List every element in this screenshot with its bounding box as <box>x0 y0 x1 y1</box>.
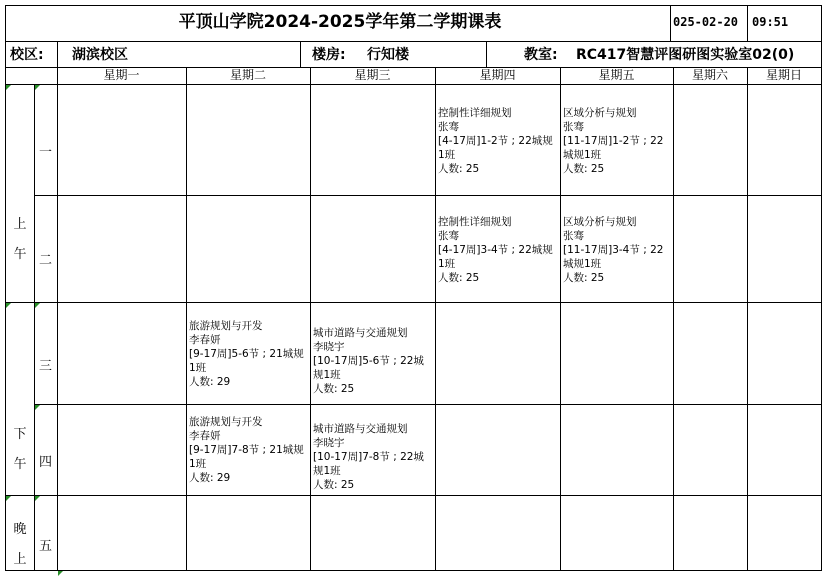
period-morning: 上 午 <box>13 217 27 262</box>
course-name: 区域分析与规划 <box>563 107 637 119</box>
cell-corner-marker <box>6 85 11 90</box>
course-detail: [4-17周]1-2节 ; 22城规1班 <box>438 135 553 161</box>
course-cell-thu-1[interactable] <box>436 106 560 194</box>
course-cell-wed-4[interactable] <box>311 422 435 495</box>
grid-line <box>670 5 671 41</box>
page-title: 平顶山学院2024-2025学年第二学期课表 <box>178 12 502 32</box>
course-teacher: 张骞 <box>438 121 459 133</box>
campus-value: 湖滨校区 <box>72 47 128 63</box>
grid-line <box>821 5 822 571</box>
course-count: 人数: 25 <box>438 272 480 284</box>
grid-line <box>5 570 822 571</box>
grid-line <box>310 67 311 571</box>
grid-line <box>486 41 487 67</box>
grid-line <box>5 302 822 303</box>
grid-line <box>5 5 822 6</box>
course-detail: [10-17周]5-6节 ; 22城规1班 <box>313 355 424 381</box>
campus-label: 校区: <box>10 47 44 63</box>
day-header-mon: 星期一 <box>103 68 140 82</box>
slot-5: 五 <box>38 539 52 554</box>
period-evening: 晚 上 <box>13 522 27 567</box>
course-name: 控制性详细规划 <box>438 216 512 228</box>
course-teacher: 李晓宇 <box>313 341 345 353</box>
slot-2: 二 <box>38 253 52 268</box>
course-teacher: 张骞 <box>438 230 459 242</box>
day-header-thu: 星期四 <box>479 68 516 82</box>
day-header-tue: 星期二 <box>229 68 266 82</box>
building-value: 行知楼 <box>367 47 409 63</box>
course-count: 人数: 29 <box>189 472 231 484</box>
course-cell-thu-2[interactable] <box>436 215 560 303</box>
grid-line <box>57 67 58 571</box>
course-detail: [9-17周]7-8节 ; 21城规1班 <box>189 444 304 470</box>
course-teacher: 张骞 <box>563 121 584 133</box>
course-detail: [10-17周]7-8节 ; 22城规1班 <box>313 451 424 477</box>
day-header-fri: 星期五 <box>598 68 635 82</box>
course-name: 城市道路与交通规划 <box>313 423 408 435</box>
print-date: 025-02-20 <box>673 15 739 29</box>
slot-3: 三 <box>38 359 52 374</box>
cell-corner-marker <box>6 303 11 308</box>
course-detail: [9-17周]5-6节 ; 21城规1班 <box>189 348 304 374</box>
course-detail: [11-17周]3-4节 ; 22城规1班 <box>563 244 664 270</box>
grid-line <box>673 67 674 571</box>
course-detail: [4-17周]3-4节 ; 22城规1班 <box>438 244 553 270</box>
grid-line <box>560 67 561 571</box>
grid-line <box>300 41 301 67</box>
course-cell-wed-3[interactable] <box>311 326 435 414</box>
grid-line <box>34 404 822 405</box>
course-count: 人数: 25 <box>438 163 480 175</box>
room-value: RC417智慧评图研图实验室02(0) <box>576 47 795 63</box>
cell-corner-marker <box>35 405 40 410</box>
course-count: 人数: 25 <box>313 479 355 491</box>
course-name: 旅游规划与开发 <box>189 416 263 428</box>
course-cell-fri-2[interactable] <box>561 215 673 303</box>
grid-line <box>435 67 436 571</box>
cell-corner-marker <box>35 496 40 501</box>
course-name: 区域分析与规划 <box>563 216 637 228</box>
course-name: 城市道路与交通规划 <box>313 327 408 339</box>
grid-line <box>5 41 822 42</box>
cell-corner-marker <box>35 85 40 90</box>
course-count: 人数: 25 <box>563 272 605 284</box>
course-name: 控制性详细规划 <box>438 107 512 119</box>
cell-corner-marker <box>35 303 40 308</box>
grid-line <box>5 495 822 496</box>
day-header-sun: 星期日 <box>765 68 802 82</box>
print-time: 09:51 <box>752 15 789 29</box>
room-label: 教室: <box>524 47 558 63</box>
course-teacher: 李春妍 <box>189 334 221 346</box>
course-cell-fri-1[interactable] <box>561 106 673 194</box>
slot-4: 四 <box>38 455 52 470</box>
course-detail: [11-17周]1-2节 ; 22城规1班 <box>563 135 664 161</box>
course-teacher: 李春妍 <box>189 430 221 442</box>
course-teacher: 张骞 <box>563 230 584 242</box>
grid-line <box>747 5 748 41</box>
slot-1: 一 <box>38 145 52 160</box>
grid-line <box>34 195 822 196</box>
course-count: 人数: 25 <box>313 383 355 395</box>
grid-line <box>186 67 187 571</box>
grid-line <box>57 41 58 67</box>
course-count: 人数: 25 <box>563 163 605 175</box>
course-teacher: 李晓宇 <box>313 437 345 449</box>
building-label: 楼房: <box>312 47 346 63</box>
day-header-sat: 星期六 <box>691 68 728 82</box>
day-header-wed: 星期三 <box>354 68 391 82</box>
course-name: 旅游规划与开发 <box>189 320 263 332</box>
period-afternoon: 下 午 <box>13 427 27 472</box>
grid-line <box>747 67 748 571</box>
cell-corner-marker <box>6 496 11 501</box>
course-cell-tue-3[interactable] <box>187 319 310 407</box>
grid-line <box>5 84 822 85</box>
course-count: 人数: 29 <box>189 376 231 388</box>
grid-line <box>5 67 822 68</box>
cell-corner-marker <box>58 571 63 576</box>
course-cell-tue-4[interactable] <box>187 415 310 495</box>
